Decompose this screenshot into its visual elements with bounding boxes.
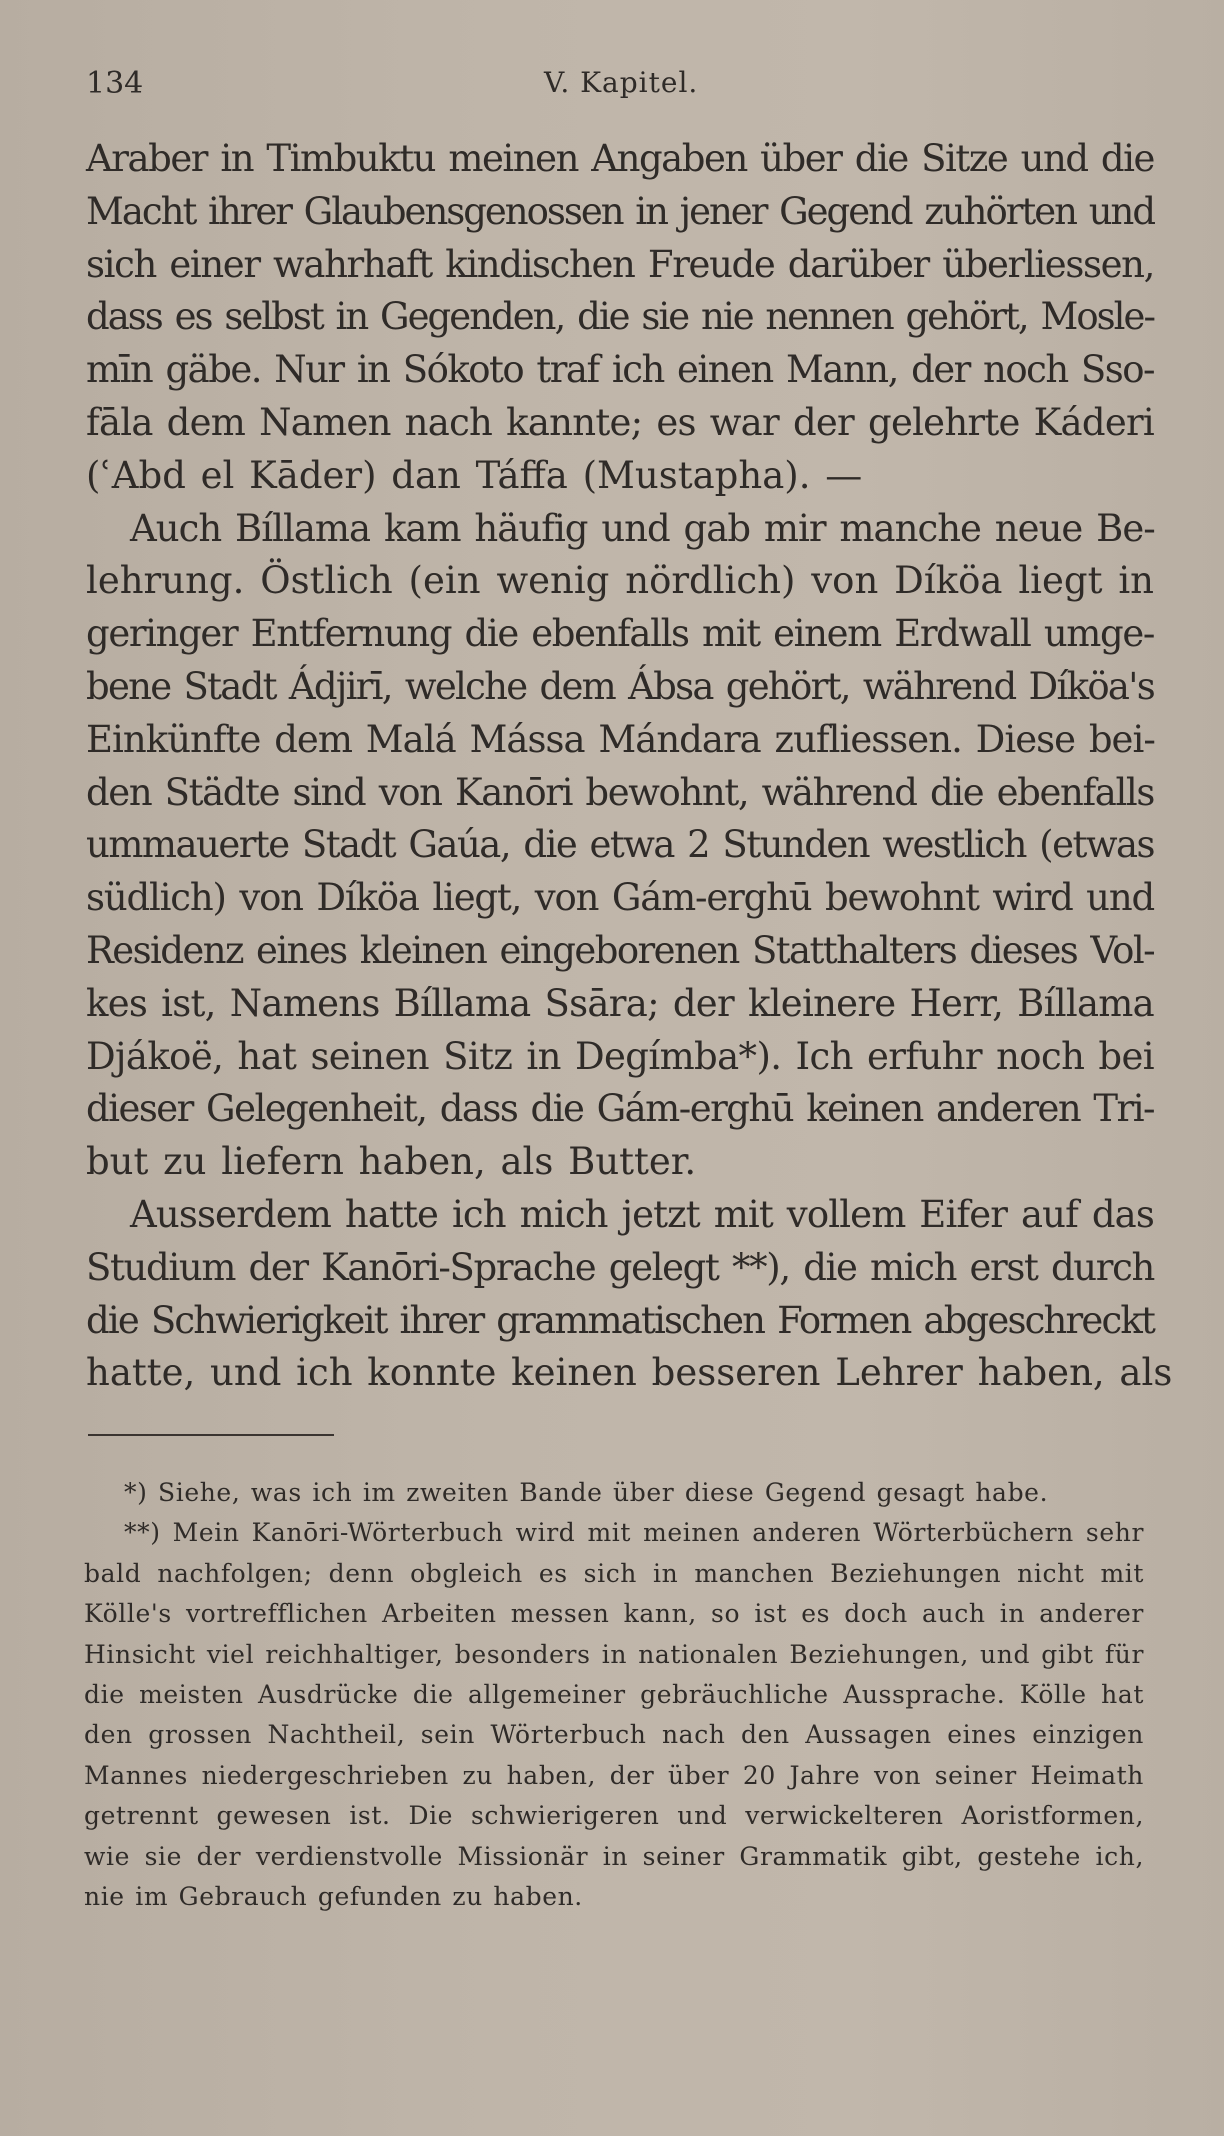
- text-line: lehrung. Östlich (ein wenig nördlich) von Díköa liegt in: [86, 559, 1154, 603]
- text-line: Auch Bíllama kam häufig und gab mir manche neue Be-: [130, 506, 1155, 550]
- footnote-line: nie im Gebrauch gefunden zu haben.: [84, 1881, 583, 1911]
- page-number: 134: [86, 66, 144, 101]
- text-line: Djákoë, hat seinen Sitz in Degímba*). Ich erfuhr noch bei: [86, 1034, 1154, 1078]
- footnotes: [84, 1473, 1144, 1917]
- text-line: Araber in Timbuktu meinen Angaben über die Sitze und die: [86, 137, 1154, 180]
- text-line: fāla dem Namen nach kannte; es war der gelehrte Káderi: [86, 400, 1154, 444]
- footnote-line: bald nachfolgen; denn obgleich es sich in manchen Beziehungen nicht mit: [84, 1558, 1144, 1588]
- text-line: dass es selbst in Gegenden, die sie nie nennen gehört, Mosle-: [86, 295, 1154, 339]
- text-line: sich einer wahrhaft kindischen Freude darüber überliessen,: [86, 242, 1154, 286]
- text-line: kes ist, Namens Bíllama Ssāra; der kleinere Herr, Bíllama: [86, 981, 1154, 1025]
- footnote-line: Hinsicht viel reichhaltiger, besonders in nationalen Beziehungen, und gibt für: [84, 1639, 1144, 1669]
- text-line: geringer Entfernung die ebenfalls mit einem Erdwall umge-: [86, 612, 1154, 656]
- text-line: bene Stadt Ádjirī, welche dem Ábsa gehört, während Díköa's: [86, 664, 1154, 708]
- text-line: Residenz eines kleinen eingeborenen Statthalters dieses Vol-: [86, 928, 1154, 972]
- text-line: (ʿAbd el Kāder) dan Táffa (Mustapha). —: [86, 453, 863, 497]
- footnote-line: Mannes niedergeschrieben zu haben, der über 20 Jahre von seiner Heimath: [84, 1760, 1144, 1790]
- text-line: südlich) von Díköa liegt, von Gám-erghū bewohnt wird und: [86, 876, 1154, 920]
- text-line: but zu liefern haben, als Butter.: [86, 1140, 697, 1184]
- running-head: V. Kapitel.: [544, 66, 699, 99]
- text-line: die Schwierigkeit ihrer grammatischen Formen abgeschreckt: [86, 1298, 1154, 1342]
- footnote-line: *) Siehe, was ich im zweiten Bande über diese Gegend gesagt habe.: [124, 1478, 1049, 1507]
- page-header: [86, 66, 1146, 106]
- footnote-line: getrennt gewesen ist. Die schwierigeren und verwickelteren Aoristformen,: [84, 1801, 1144, 1831]
- text-line: mīn gäbe. Nur in Sókoto traf ich einen Mann, der noch Sso-: [86, 348, 1154, 392]
- footnote-line: **) Mein Kanōri-Wörterbuch wird mit meinen anderen Wörterbüchern sehr: [124, 1518, 1144, 1548]
- text-line: Macht ihrer Glaubensgenossen in jener Gegend zuhörten und: [86, 189, 1154, 233]
- text-line: hatte, und ich konnte keinen besseren Lehrer haben, als: [86, 1351, 1173, 1395]
- text-line: dieser Gelegenheit, dass die Gám-erghū keinen anderen Tri-: [86, 1087, 1154, 1131]
- text-line: den Städte sind von Kanōri bewohnt, während die ebenfalls: [86, 770, 1154, 814]
- text-line: Ausserdem hatte ich mich jetzt mit vollem Eifer auf das: [130, 1192, 1154, 1236]
- text-line: Einkünfte dem Malá Mássa Mándara zufliessen. Diese bei-: [86, 717, 1155, 761]
- text-line: Studium der Kanōri-Sprache gelegt **), die mich erst durch: [86, 1245, 1154, 1289]
- footnote-line: die meisten Ausdrücke die allgemeiner gebräuchliche Aussprache. Kölle hat: [84, 1679, 1144, 1709]
- footnote-line: den grossen Nachtheil, sein Wörterbuch nach den Aussagen eines einzigen: [84, 1720, 1144, 1750]
- text-line: ummauerte Stadt Gaúa, die etwa 2 Stunden westlich (etwas: [86, 823, 1154, 867]
- footnote-line: Kölle's vortrefflichen Arbeiten messen kann, so ist es doch auch in anderer: [84, 1599, 1144, 1629]
- footnote-line: wie sie der verdienstvolle Missionär in seiner Grammatik gibt, gestehe ich,: [84, 1841, 1144, 1871]
- main-text: [86, 133, 1173, 1400]
- footnote-rule: [88, 1434, 334, 1436]
